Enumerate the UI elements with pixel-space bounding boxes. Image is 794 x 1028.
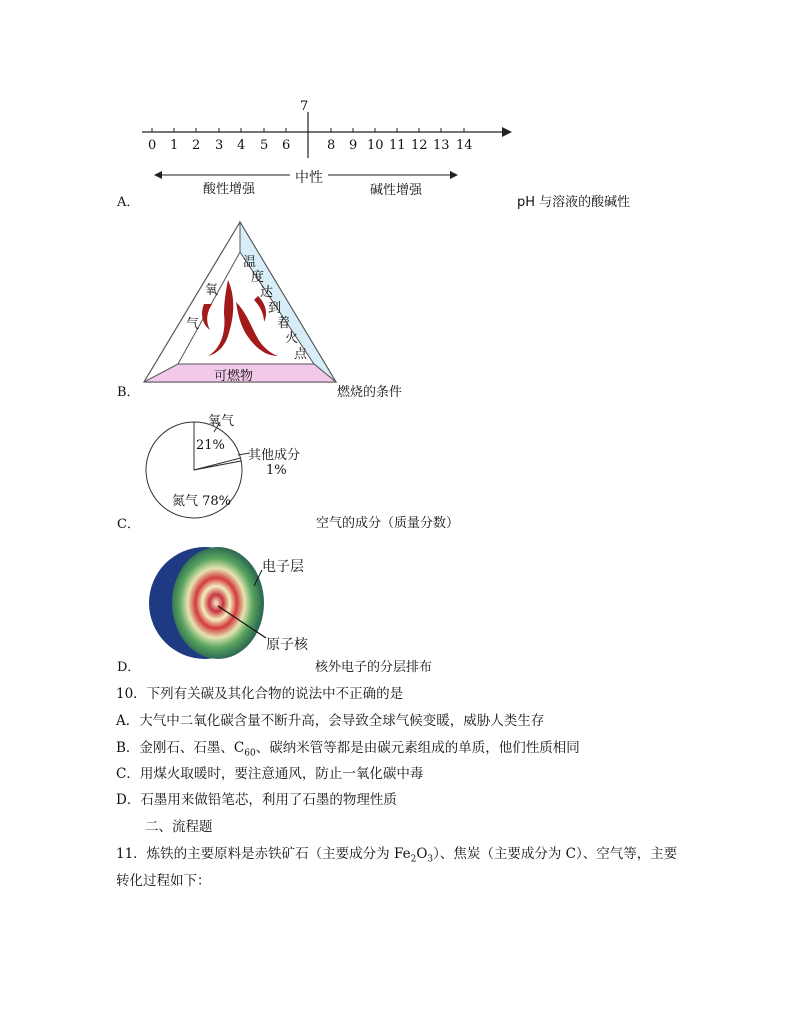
section-heading: 二、流程题 [145,819,213,835]
q11-sub1: 2 [410,854,417,865]
temp-char-2: 度 [251,270,265,285]
shell-label: 电子层 [262,559,304,575]
q10-option-d: D．石墨用来做铅笔芯，利用了石墨的物理性质 [116,792,397,808]
q10-option-b [116,736,580,759]
temp-char-5: 着 [277,316,291,331]
base-label: 碱性增强 [370,183,423,198]
temp-char-6: 火 [285,331,299,346]
temp-char-3: 达 [260,285,274,300]
option-b-letter: B． [117,385,140,400]
ph-tick-label: 9 [349,138,358,153]
nucleus-label: 原子核 [266,637,308,653]
ph-tick-label: 11 [389,138,406,153]
q10-option-a: A．大气中二氧化碳含量不断升高，会导致全球气候变暖，威胁人类生存 [116,713,545,729]
oxygen-label-2: 气 [186,317,200,332]
acid-label: 酸性增强 [203,182,256,197]
ph-tick-label: 6 [282,138,291,153]
ph-tick-label: 13 [433,138,450,153]
pie-other-pct: 1% [266,463,287,478]
temp-char-7: 点 [294,347,308,362]
option-a-letter: A． [117,195,140,210]
temp-char-4: 到 [268,301,282,316]
q11-mid: O [416,846,428,862]
ph-tick-label: 14 [456,138,473,153]
ph-tick-label: 3 [215,138,224,153]
q10-option-b-pre: B．金刚石、石墨、C [116,740,245,756]
ph-tick-label: 1 [170,138,179,153]
option-d-letter: D． [117,660,141,675]
option-c-letter: C． [117,517,140,532]
fire-triangle-figure [140,218,340,386]
caption-a: pH 与溶液的酸碱性 [517,195,631,210]
neutral-label: 中性 [295,170,323,186]
pie-nitrogen-label: 氮气 78% [172,494,232,509]
q10-option-b-sub: 60 [244,748,256,759]
q11-line2: 转化过程如下： [116,873,211,889]
caption-d: 核外电子的分层排布 [315,660,433,675]
temp-char-1: 温 [243,255,257,270]
q10-option-b-post: 、碳纳米管等都是由碳元素组成的单质，他们性质相同 [255,740,580,756]
ph-tick-label: 12 [411,138,428,153]
caption-c: 空气的成分（质量分数） [316,516,460,531]
ph-tick-label: 8 [327,138,336,153]
pie-oxygen-label: 氧气 [208,414,235,429]
q10-option-c: C．用煤火取暖时，要注意通风，防止一氧化碳中毒 [116,766,424,782]
q11-pre: 11．炼铁的主要原料是赤铁矿石（主要成分为 Fe [116,846,411,862]
ph-tick-label: 10 [367,138,384,153]
caption-b: 燃烧的条件 [337,385,403,400]
oxygen-label-1: 氧 [205,283,219,298]
q11-post: ）、焦炭（主要成分为 C）、空气等，主要 [433,846,678,862]
fuel-label: 可燃物 [214,369,254,384]
ph-tick-7: 7 [300,99,309,114]
pie-oxygen-pct: 21% [196,438,225,453]
ph-tick-label: 4 [237,138,246,153]
q10-stem: 10．下列有关碳及其化合物的说法中不正确的是 [116,686,404,702]
q11-sub2: 3 [427,854,434,865]
ph-tick-label: 0 [148,138,157,153]
ph-tick-label: 2 [192,138,201,153]
ph-tick-label: 5 [260,138,269,153]
q11-line1 [116,842,677,865]
pie-other-label: 其他成分 [248,448,301,463]
